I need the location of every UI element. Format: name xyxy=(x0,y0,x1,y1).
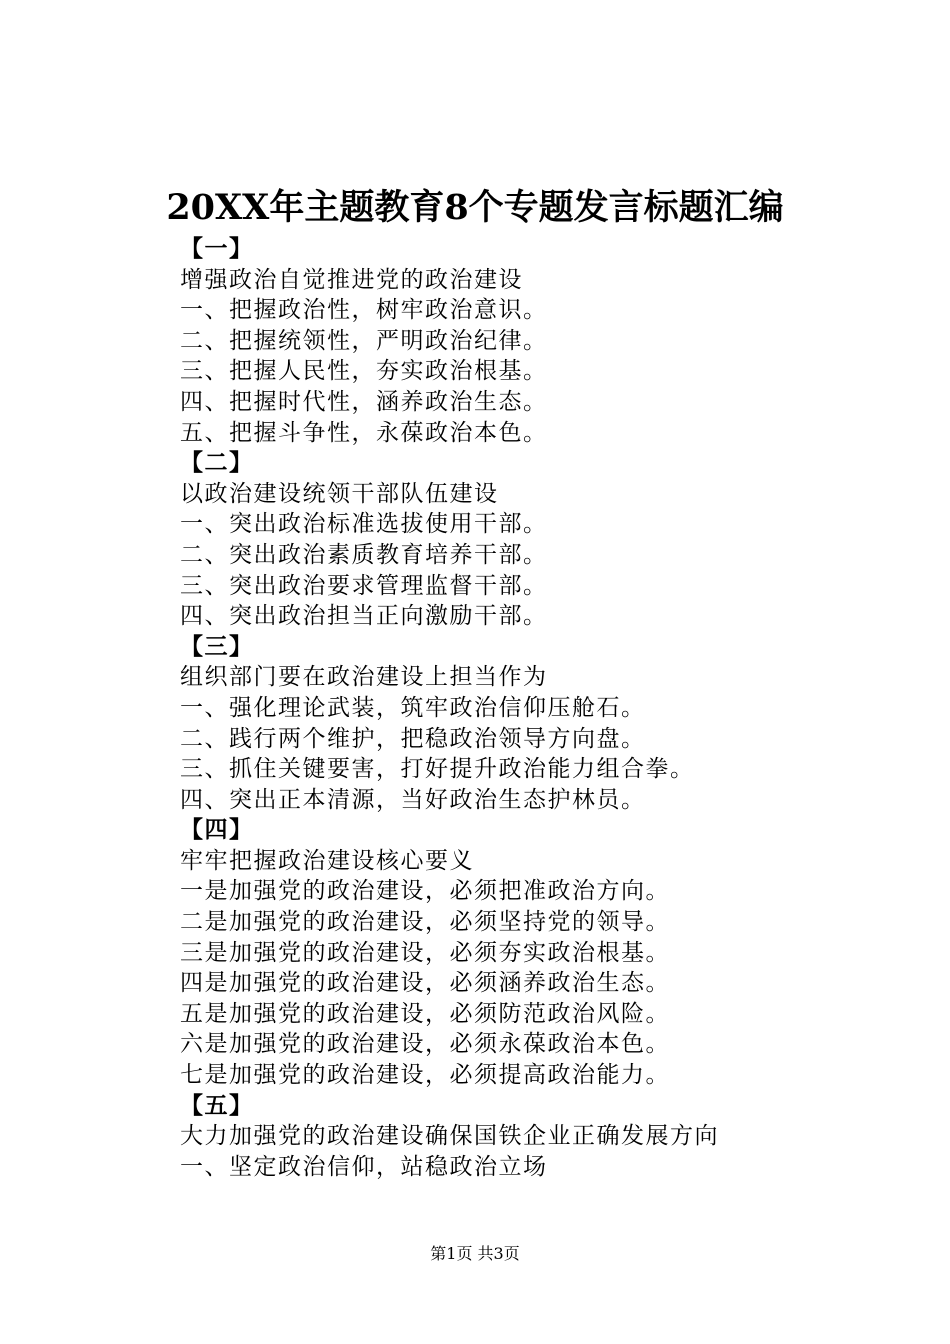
text-line: 七是加强党的政治建设，必须提高政治能力。 xyxy=(180,1062,670,1089)
text-line: 以政治建设统领干部队伍建设 xyxy=(180,480,499,507)
text-line: 一是加强党的政治建设，必须把准政治方向。 xyxy=(180,878,670,905)
text-line: 三、突出政治要求管理监督干部。 xyxy=(180,572,548,599)
section-heading: 【五】 xyxy=(180,1091,254,1119)
text-line: 三、把握人民性，夯实政治根基。 xyxy=(180,358,548,385)
text-line: 增强政治自觉推进党的政治建设 xyxy=(180,266,523,293)
section-heading: 【四】 xyxy=(180,816,254,844)
text-line: 二、把握统领性，严明政治纪律。 xyxy=(180,327,548,354)
text-line: 二是加强党的政治建设，必须坚持党的领导。 xyxy=(180,909,670,936)
text-line: 一、把握政治性，树牢政治意识。 xyxy=(180,297,548,324)
document-title: 20XX年主题教育8个专题发言标题汇编 xyxy=(166,187,784,228)
text-line: 四是加强党的政治建设，必须涵养政治生态。 xyxy=(180,970,670,997)
text-line: 一、强化理论武装，筑牢政治信仰压舱石。 xyxy=(180,694,646,721)
text-line: 五、把握斗争性，永葆政治本色。 xyxy=(180,419,548,446)
document-body xyxy=(180,234,880,1182)
text-line: 三是加强党的政治建设，必须夯实政治根基。 xyxy=(180,939,670,966)
text-line: 四、突出正本清源，当好政治生态护林员。 xyxy=(180,786,646,813)
text-line: 四、把握时代性，涵养政治生态。 xyxy=(180,388,548,415)
text-line: 组织部门要在政治建设上担当作为 xyxy=(180,664,548,691)
text-line: 一、突出政治标准选拔使用干部。 xyxy=(180,511,548,538)
text-line: 五是加强党的政治建设，必须防范政治风险。 xyxy=(180,1000,670,1027)
text-line: 四、突出政治担当正向激励干部。 xyxy=(180,603,548,630)
text-line: 六是加强党的政治建设，必须永葆政治本色。 xyxy=(180,1031,670,1058)
section-heading: 【一】 xyxy=(180,235,254,262)
section-heading: 【三】 xyxy=(180,632,254,660)
text-line: 大力加强党的政治建设确保国铁企业正确发展方向 xyxy=(180,1123,719,1150)
text-line: 牢牢把握政治建设核心要义 xyxy=(180,847,474,874)
page-number-footer: 第1页 共3页 xyxy=(430,1244,520,1263)
text-line: 二、突出政治素质教育培养干部。 xyxy=(180,541,548,568)
text-line: 一、坚定政治信仰，站稳政治立场 xyxy=(180,1153,548,1180)
section-heading: 【二】 xyxy=(180,449,254,477)
text-line: 二、践行两个维护，把稳政治领导方向盘。 xyxy=(180,725,646,752)
text-line: 三、抓住关键要害，打好提升政治能力组合拳。 xyxy=(180,756,695,783)
